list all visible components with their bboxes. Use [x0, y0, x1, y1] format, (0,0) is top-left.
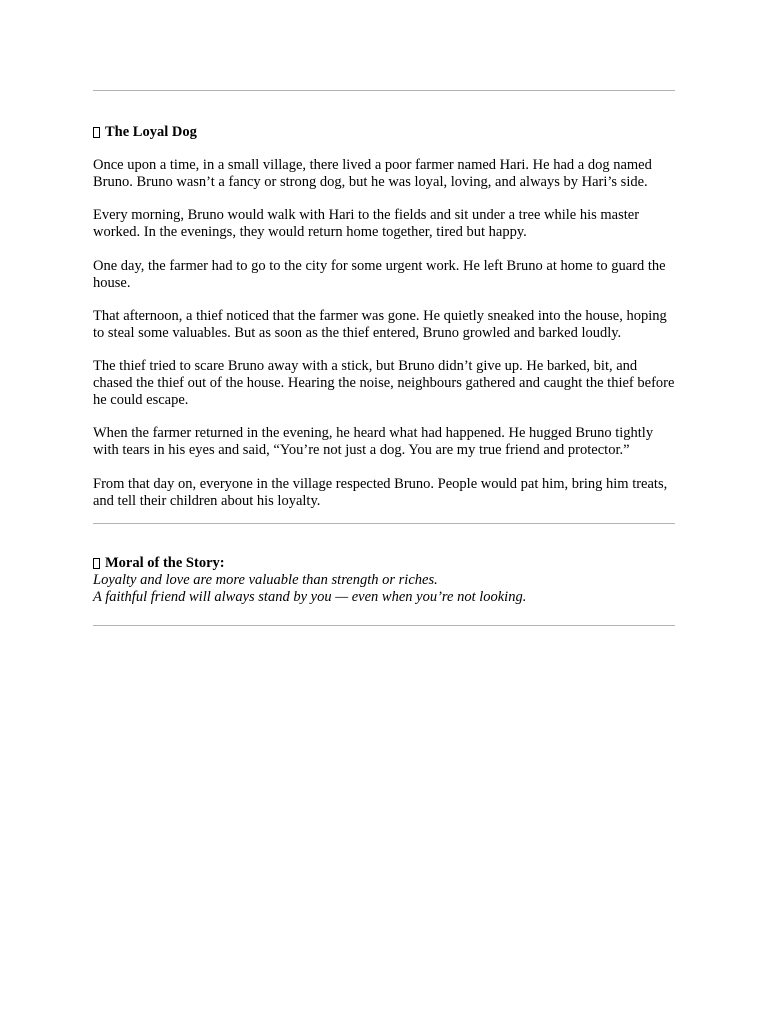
- document-page: [93, 0, 675, 626]
- story-paragraph-4: That afternoon, a thief noticed that the farmer was gone. He quietly sneaked into the house, hoping to steal some valuables. But as soon as the thief entered, Bruno growled and barked loudly.: [93, 307, 667, 341]
- story-paragraph-7: From that day on, everyone in the village respected Bruno. People would pat him, bring him treats, and tell their children about his loyalty.: [93, 475, 668, 509]
- story-paragraph-3: One day, the farmer had to go to the city for some urgent work. He left Bruno at home to guard the house.: [93, 257, 666, 291]
- moral-line-2: A faithful friend will always stand by you — even when you’re not looking.: [93, 588, 527, 605]
- missing-glyph-icon: [93, 127, 100, 138]
- story-paragraph-1: Once upon a time, in a small village, there lived a poor farmer named Hari. He had a dog named Bruno. Bruno wasn’t a fancy or strong dog, but he was loyal, loving, and always by Hari’s side.: [93, 157, 652, 190]
- bottom-divider: [93, 625, 675, 626]
- moral-heading-text: Moral of the Story:: [105, 554, 225, 571]
- missing-glyph-icon: [93, 558, 100, 569]
- story-paragraph-2: Every morning, Bruno would walk with Hari to the fields and sit under a tree while his master worked. In the evenings, they would return home together, tired but happy.: [93, 207, 640, 241]
- middle-divider: [93, 523, 675, 524]
- story-paragraph-6: When the farmer returned in the evening, he heard what had happened. He hugged Bruno tightly with tears in his eyes and said, “You’re not just a dog. You are my true friend and protector.”: [93, 425, 654, 459]
- story-paragraph-5: The thief tried to scare Bruno away with a stick, but Bruno didn’t give up. He barked, bit, and chased the thief out of the house. Hearing the noise, neighbours gathered and caught the thief before he could escape.: [93, 358, 675, 409]
- top-divider: [93, 90, 675, 91]
- story-title: [93, 124, 675, 141]
- moral-heading: [93, 555, 675, 572]
- moral-line-1: Loyalty and love are more valuable than strength or riches.: [93, 571, 438, 588]
- story-title-text: The Loyal Dog: [105, 124, 197, 140]
